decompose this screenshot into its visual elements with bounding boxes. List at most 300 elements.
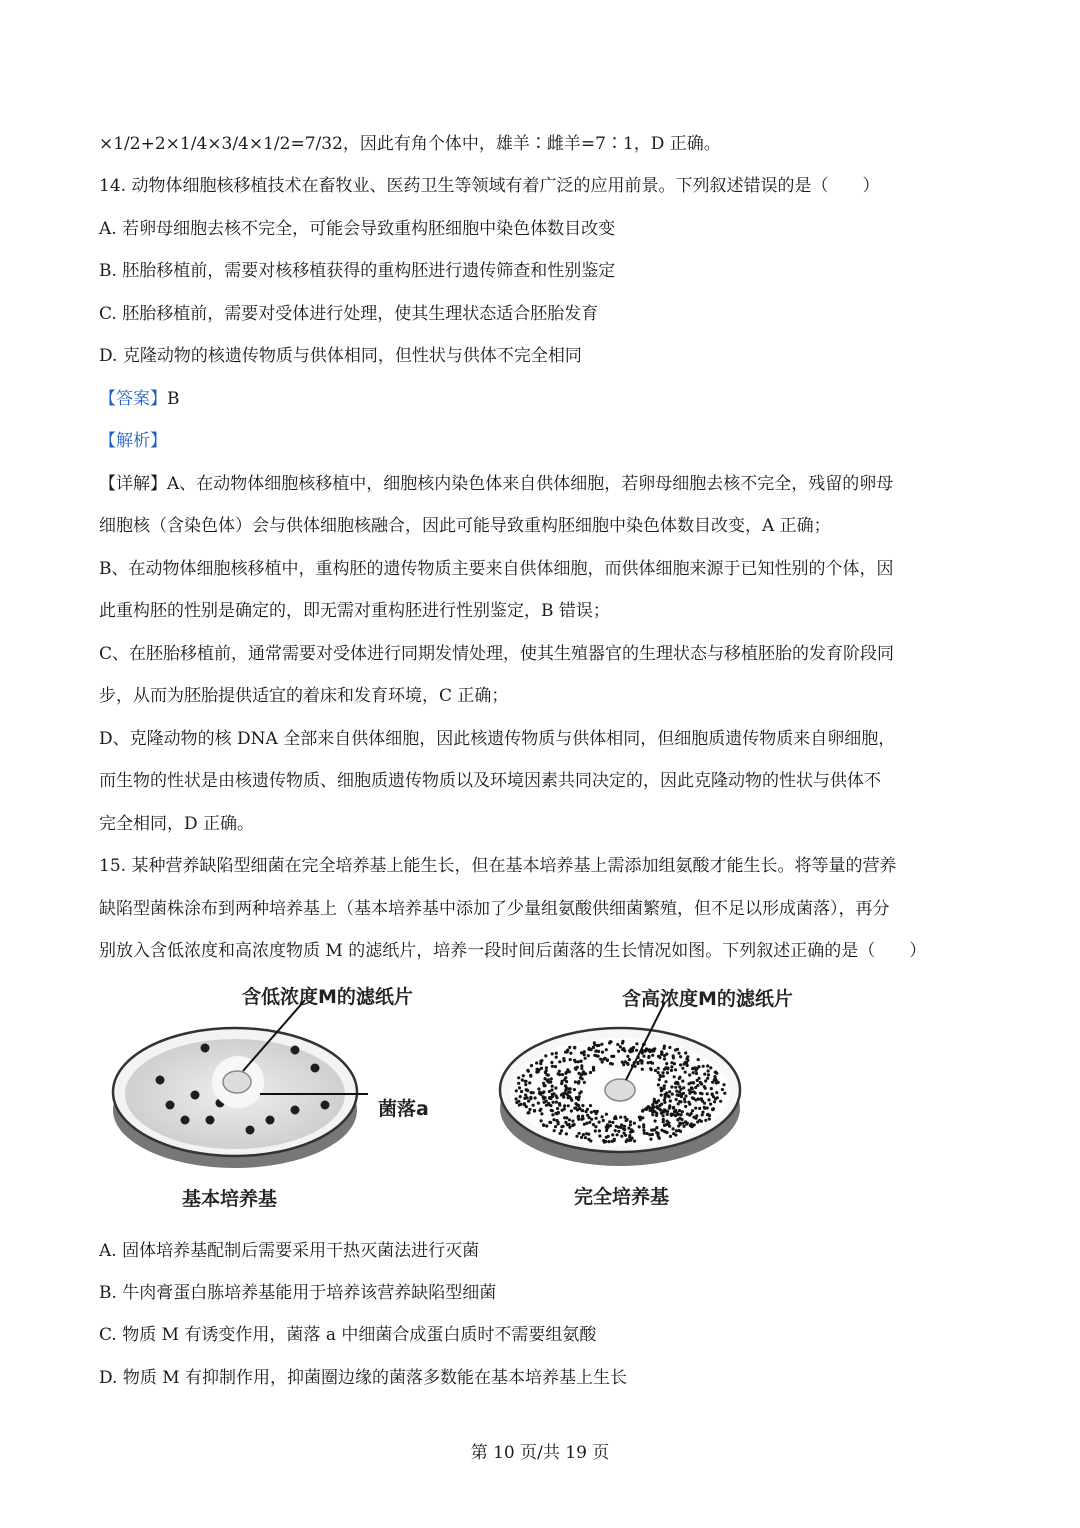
colony-dot: [680, 1113, 683, 1116]
colony-dot: [522, 1074, 525, 1077]
colony-dot: [662, 1118, 665, 1121]
colony-dot: [701, 1111, 704, 1114]
colony-dot: [589, 1139, 592, 1142]
colony-dot: [676, 1118, 679, 1121]
colony-dot: [611, 1140, 614, 1143]
colony-dot: [674, 1048, 677, 1051]
colony-dot: [587, 1048, 590, 1051]
colony-dot: [321, 1101, 330, 1110]
colony-dot: [561, 1080, 564, 1083]
colony-dot: [624, 1116, 627, 1119]
colony-dot: [678, 1085, 681, 1088]
colony-dot: [529, 1096, 532, 1099]
label-complete-medium: 完全培养基: [574, 1186, 670, 1208]
colony-dot: [668, 1095, 671, 1098]
colony-dot: [570, 1109, 573, 1112]
colony-dot: [657, 1136, 660, 1139]
colony-dot: [655, 1101, 658, 1104]
colony-dot: [616, 1133, 619, 1136]
colony-dot: [640, 1062, 643, 1065]
colony-dot: [714, 1097, 717, 1100]
colony-dot: [580, 1067, 583, 1070]
colony-dot: [540, 1112, 543, 1115]
colony-dot: [601, 1051, 604, 1054]
colony-dot: [582, 1133, 585, 1136]
colony-dot: [526, 1096, 529, 1099]
colony-dot: [573, 1046, 576, 1049]
colony-dot: [678, 1077, 681, 1080]
label-basic-medium: 基本培养基: [182, 1188, 278, 1210]
colony-dot: [532, 1091, 535, 1094]
colony-dot: [515, 1097, 518, 1100]
colony-dot: [552, 1118, 555, 1121]
colony-dot: [191, 1091, 200, 1100]
colony-dot: [664, 1096, 667, 1099]
colony-dot: [561, 1073, 564, 1076]
colony-dot: [660, 1088, 663, 1091]
colony-dot: [580, 1051, 583, 1054]
colony-dot: [617, 1050, 620, 1053]
colony-dot: [584, 1072, 587, 1075]
colony-dot: [597, 1044, 600, 1047]
colony-dot: [564, 1051, 567, 1054]
colony-dot: [559, 1132, 562, 1135]
colony-dot: [311, 1064, 320, 1073]
colony-dot: [565, 1132, 568, 1135]
colony-dot: [651, 1113, 654, 1116]
colony-dot: [678, 1100, 681, 1103]
colony-dot: [569, 1052, 572, 1055]
colony-dot: [529, 1075, 532, 1078]
colony-dot: [623, 1132, 626, 1135]
colony-dot: [551, 1113, 554, 1116]
colony-dot: [723, 1092, 726, 1095]
colony-dot: [553, 1092, 556, 1095]
colony-dot: [626, 1062, 629, 1065]
colony-dot: [613, 1117, 616, 1120]
colony-dot: [562, 1057, 565, 1060]
colony-dot: [518, 1086, 521, 1089]
colony-dot: [666, 1067, 669, 1070]
colony-dot: [266, 1116, 275, 1125]
colony-dot: [704, 1079, 707, 1082]
colony-dot: [560, 1129, 563, 1132]
colony-dot: [560, 1125, 563, 1128]
detail-line-3: B、在动物体细胞核移植中，重构胚的遗传物质主要来自供体细胞，而供体细胞来源于已知性别的个体，因: [99, 559, 894, 579]
colony-dot: [674, 1114, 677, 1117]
colony-dot: [683, 1100, 686, 1103]
q15-option-a: A. 固体培养基配制后需要采用干热灭菌法进行灭菌: [99, 1241, 480, 1261]
colony-dot: [665, 1062, 668, 1065]
colony-dot: [599, 1058, 602, 1061]
colony-dot: [580, 1109, 583, 1112]
colony-dot: [684, 1095, 687, 1098]
colony-dot: [647, 1056, 650, 1059]
previous-answer-text: ×1/2+2×1/4×3/4×1/2=7/32，因此有角个体中，雄羊∶雌羊=7∶1，D 正确。: [99, 134, 721, 154]
colony-dot: [694, 1092, 697, 1095]
colony-dot: [674, 1109, 677, 1112]
colony-dot: [695, 1114, 698, 1117]
colony-dot: [574, 1060, 577, 1063]
colony-dot: [588, 1121, 591, 1124]
colony-dot: [549, 1121, 552, 1124]
colony-dot: [549, 1080, 552, 1083]
colony-dot: [629, 1120, 632, 1123]
colony-dot: [583, 1081, 586, 1084]
colony-dot: [659, 1074, 662, 1077]
colony-dot: [563, 1104, 566, 1107]
colony-dot: [590, 1111, 593, 1114]
colony-dot: [576, 1066, 579, 1069]
colony-dot: [622, 1063, 625, 1066]
colony-dot: [703, 1073, 706, 1076]
colony-dot: [628, 1058, 631, 1061]
colony-dot: [571, 1120, 574, 1123]
answer-line: [99, 388, 180, 410]
colony-dot: [538, 1109, 541, 1112]
colony-dot: [680, 1118, 683, 1121]
colony-dot: [648, 1133, 651, 1136]
colony-dot: [664, 1093, 667, 1096]
colony-dot: [602, 1119, 605, 1122]
colony-dot: [567, 1104, 570, 1107]
colony-dot: [608, 1140, 611, 1143]
colony-dot: [593, 1054, 596, 1057]
colony-dot: [706, 1064, 709, 1067]
colony-dot: [564, 1088, 567, 1091]
analysis-label: 【解析】: [99, 431, 167, 451]
colony-dot: [530, 1064, 533, 1067]
colony-dot: [662, 1075, 665, 1078]
colony-dot: [614, 1129, 617, 1132]
colony-dot: [562, 1096, 565, 1099]
colony-dot: [666, 1123, 669, 1126]
colony-dot: [577, 1081, 580, 1084]
colony-dot: [686, 1059, 689, 1062]
label-high-concentration: 含高浓度M的滤纸片: [622, 988, 793, 1010]
colony-dot: [544, 1084, 547, 1087]
colony-dot: [206, 1116, 215, 1125]
colony-dot: [675, 1081, 678, 1084]
colony-dot: [691, 1109, 694, 1112]
colony-dot: [663, 1054, 666, 1057]
colony-dot: [579, 1076, 582, 1079]
colony-dot: [635, 1049, 638, 1052]
colony-dot: [558, 1070, 561, 1073]
colony-dot: [524, 1083, 527, 1086]
colony-dot: [578, 1092, 581, 1095]
colony-dot: [653, 1098, 656, 1101]
colony-dot: [700, 1120, 703, 1123]
colony-dot: [528, 1108, 531, 1111]
colony-dot: [657, 1067, 660, 1070]
colony-dot: [528, 1081, 531, 1084]
colony-dot: [693, 1123, 696, 1126]
colony-dot: [684, 1105, 687, 1108]
colony-dot: [525, 1105, 528, 1108]
colony-dot: [535, 1068, 538, 1071]
colony-dot: [592, 1069, 595, 1072]
colony-dot: [605, 1136, 608, 1139]
colony-dot: [688, 1092, 691, 1095]
colony-dot: [647, 1061, 650, 1064]
colony-dot: [593, 1110, 596, 1113]
colony-dot: [598, 1121, 601, 1124]
colony-dot: [696, 1120, 699, 1123]
colony-dot: [688, 1073, 691, 1076]
colony-dot: [608, 1120, 611, 1123]
detail-line-1: [99, 473, 893, 495]
question-15-stem-2: 缺陷型菌株涂布到两种培养基上（基本培养基中添加了少量组氨酸供细菌繁殖，但不足以形成菌落），再分: [99, 899, 890, 919]
colony-dot: [575, 1135, 578, 1138]
colony-dot: [545, 1100, 548, 1103]
colony-dot: [619, 1045, 622, 1048]
colony-dot: [635, 1042, 638, 1045]
colony-dot: [654, 1119, 657, 1122]
colony-dot: [578, 1132, 581, 1135]
colony-dot: [568, 1091, 571, 1094]
colony-dot: [597, 1050, 600, 1053]
colony-dot: [686, 1064, 689, 1067]
colony-dot: [659, 1104, 662, 1107]
colony-dot: [668, 1046, 671, 1049]
colony-dot: [694, 1086, 697, 1089]
colony-dot: [519, 1095, 522, 1098]
colony-dot: [557, 1122, 560, 1125]
colony-dot: [517, 1076, 520, 1079]
colony-dot: [537, 1087, 540, 1090]
colony-dot: [617, 1130, 620, 1133]
colony-dot: [605, 1048, 608, 1051]
colony-dot: [631, 1130, 634, 1133]
colony-dot: [526, 1069, 529, 1072]
question-14-stem: 14. 动物体细胞核移植技术在畜牧业、医药卫生等领域有着广泛的应用前景。下列叙述错误的是（ ）: [99, 176, 880, 196]
colony-dot: [681, 1110, 684, 1113]
colony-dot: [671, 1093, 674, 1096]
colony-dot: [684, 1071, 687, 1074]
colony-dot: [651, 1062, 654, 1065]
colony-dot: [642, 1123, 645, 1126]
colony-dot: [666, 1113, 669, 1116]
colony-dot: [623, 1128, 626, 1131]
colony-dot: [677, 1052, 680, 1055]
colony-dot: [691, 1096, 694, 1099]
colony-dot: [568, 1123, 571, 1126]
colony-dot: [569, 1058, 572, 1061]
colony-dot: [594, 1125, 597, 1128]
detail-text: A、在动物体细胞核移植中，细胞核内染色体来自供体细胞，若卵母细胞去核不完全，残留的卵母: [167, 474, 894, 494]
colony-dot: [589, 1071, 592, 1074]
colony-dot: [636, 1061, 639, 1064]
colony-dot: [612, 1055, 615, 1058]
colony-dot: [592, 1123, 595, 1126]
q14-option-a: A. 若卵母细胞去核不完全，可能会导致重构胚细胞中染色体数目改变: [99, 219, 616, 239]
colony-dot: [695, 1072, 698, 1075]
colony-dot: [706, 1113, 709, 1116]
colony-dot: [586, 1114, 589, 1117]
colony-dot: [721, 1088, 724, 1091]
colony-dot: [620, 1135, 623, 1138]
colony-dot: [655, 1126, 658, 1129]
colony-dot: [589, 1104, 592, 1107]
colony-dot: [666, 1120, 669, 1123]
colony-dot: [659, 1108, 662, 1111]
colony-dot: [558, 1060, 561, 1063]
colony-dot: [598, 1129, 601, 1132]
colony-dot: [686, 1122, 689, 1125]
colony-dot: [544, 1054, 547, 1057]
colony-dot: [535, 1071, 538, 1074]
colony-dot: [679, 1063, 682, 1066]
detail-line-6: 步，从而为胚胎提供适宜的着床和发育环境，C 正确；: [99, 686, 509, 706]
colony-dot: [652, 1128, 655, 1131]
colony-dot: [547, 1074, 550, 1077]
colony-dot: [537, 1102, 540, 1105]
colony-dot: [201, 1044, 210, 1053]
colony-dot: [524, 1094, 527, 1097]
colony-dot: [666, 1110, 669, 1113]
colony-dot: [619, 1116, 622, 1119]
colony-dot: [630, 1047, 633, 1050]
colony-dot: [663, 1108, 666, 1111]
colony-dot: [650, 1068, 653, 1071]
answer-value: B: [167, 389, 180, 409]
colony-dot: [639, 1116, 642, 1119]
colony-dot: [616, 1043, 619, 1046]
colony-dot: [712, 1107, 715, 1110]
colony-dot: [526, 1089, 529, 1092]
colony-dot: [555, 1052, 558, 1055]
colony-dot: [647, 1105, 650, 1108]
colony-dot: [700, 1082, 703, 1085]
colony-dot: [611, 1062, 614, 1065]
colony-dot: [594, 1129, 597, 1132]
colony-dot: [550, 1077, 553, 1080]
colony-dot: [642, 1129, 645, 1132]
colony-dot: [594, 1050, 597, 1053]
colony-dot: [520, 1090, 523, 1093]
colony-dot: [662, 1114, 665, 1117]
colony-dot: [246, 1126, 255, 1135]
colony-dot: [697, 1058, 700, 1061]
colony-dot: [709, 1103, 712, 1106]
colony-dot: [573, 1123, 576, 1126]
colony-dot: [291, 1106, 300, 1115]
colony-dot: [577, 1072, 580, 1075]
colony-dot: [585, 1122, 588, 1125]
colony-dot: [706, 1077, 709, 1080]
colony-dot: [540, 1119, 543, 1122]
colony-dot: [554, 1086, 557, 1089]
colony-dot: [582, 1117, 585, 1120]
colony-dot: [714, 1071, 717, 1074]
colony-dot: [620, 1124, 623, 1127]
page-number: 第 10 页/共 19 页: [470, 1443, 610, 1463]
q15-option-b: B. 牛肉膏蛋白胨培养基能用于培养该营养缺陷型细菌: [99, 1283, 497, 1303]
colony-dot: [670, 1085, 673, 1088]
colony-dot: [587, 1054, 590, 1057]
q14-option-d: D. 克隆动物的核遗传物质与供体相同，但性状与供体不完全相同: [99, 346, 582, 366]
colony-dot: [524, 1080, 527, 1083]
colony-dot: [601, 1060, 604, 1063]
colony-dot: [609, 1040, 612, 1043]
colony-dot: [672, 1127, 675, 1130]
colony-dot: [657, 1132, 660, 1135]
colony-dot: [710, 1087, 713, 1090]
colony-dot: [540, 1067, 543, 1070]
q14-option-b: B. 胚胎移植前，需要对核移植获得的重构胚进行遗传筛查和性别鉴定: [99, 261, 616, 281]
colony-dot: [690, 1112, 693, 1115]
detail-line-9: 完全相同，D 正确。: [99, 814, 255, 834]
colony-dot: [573, 1088, 576, 1091]
colony-dot: [626, 1055, 629, 1058]
detail-line-5: C、在胚胎移植前，通常需要对受体进行同期发情处理，使其生殖器官的生理状态与移植胚胎的发育阶段同: [99, 644, 895, 664]
colony-dot: [517, 1082, 520, 1085]
colony-dot: [584, 1136, 587, 1139]
colony-dot: [545, 1124, 548, 1127]
colony-dot: [715, 1091, 718, 1094]
colony-dot: [651, 1107, 654, 1110]
colony-dot: [663, 1068, 666, 1071]
colony-dot: [663, 1124, 666, 1127]
colony-dot: [691, 1087, 694, 1090]
colony-dot: [587, 1133, 590, 1136]
colony-dot: [692, 1067, 695, 1070]
detail-line-4: 此重构胚的性别是确定的，即无需对重构胚进行性别鉴定，B 错误；: [99, 601, 610, 621]
colony-dot: [633, 1140, 636, 1143]
colony-dot: [555, 1101, 558, 1104]
colony-dot: [663, 1047, 666, 1050]
colony-dot: [517, 1100, 520, 1103]
colony-dot: [520, 1103, 523, 1106]
colony-dot: [681, 1080, 684, 1083]
colony-dot: [660, 1053, 663, 1056]
colony-dot: [700, 1092, 703, 1095]
colony-dot: [548, 1097, 551, 1100]
colony-dot: [660, 1129, 663, 1132]
colony-dot: [627, 1127, 630, 1130]
colony-dot: [703, 1106, 706, 1109]
basic-medium-dish: [113, 1000, 368, 1168]
colony-dot: [615, 1125, 618, 1128]
colony-dot: [592, 1046, 595, 1049]
colony-dot: [675, 1098, 678, 1101]
colony-dot: [547, 1102, 550, 1105]
colony-dot: [564, 1072, 567, 1075]
colony-dot: [674, 1068, 677, 1071]
colony-dot: [678, 1109, 681, 1112]
colony-dot: [533, 1109, 536, 1112]
colony-dot: [633, 1122, 636, 1125]
label-colony-a: 菌落a: [378, 1098, 429, 1120]
colony-dot: [658, 1078, 661, 1081]
colony-dot: [713, 1100, 716, 1103]
colony-dot: [684, 1051, 687, 1054]
colony-dot: [682, 1086, 685, 1089]
colony-dot: [542, 1095, 545, 1098]
colony-dot: [611, 1133, 614, 1136]
colony-dot: [709, 1066, 712, 1069]
colony-dot: [606, 1123, 609, 1126]
colony-dot: [538, 1091, 541, 1094]
colony-dot: [605, 1127, 608, 1130]
colony-dot: [586, 1108, 589, 1111]
colony-dot: [676, 1093, 679, 1096]
colony-dot: [707, 1073, 710, 1076]
colony-dot: [688, 1089, 691, 1092]
colony-dot: [649, 1138, 652, 1141]
colony-dot: [657, 1083, 660, 1086]
